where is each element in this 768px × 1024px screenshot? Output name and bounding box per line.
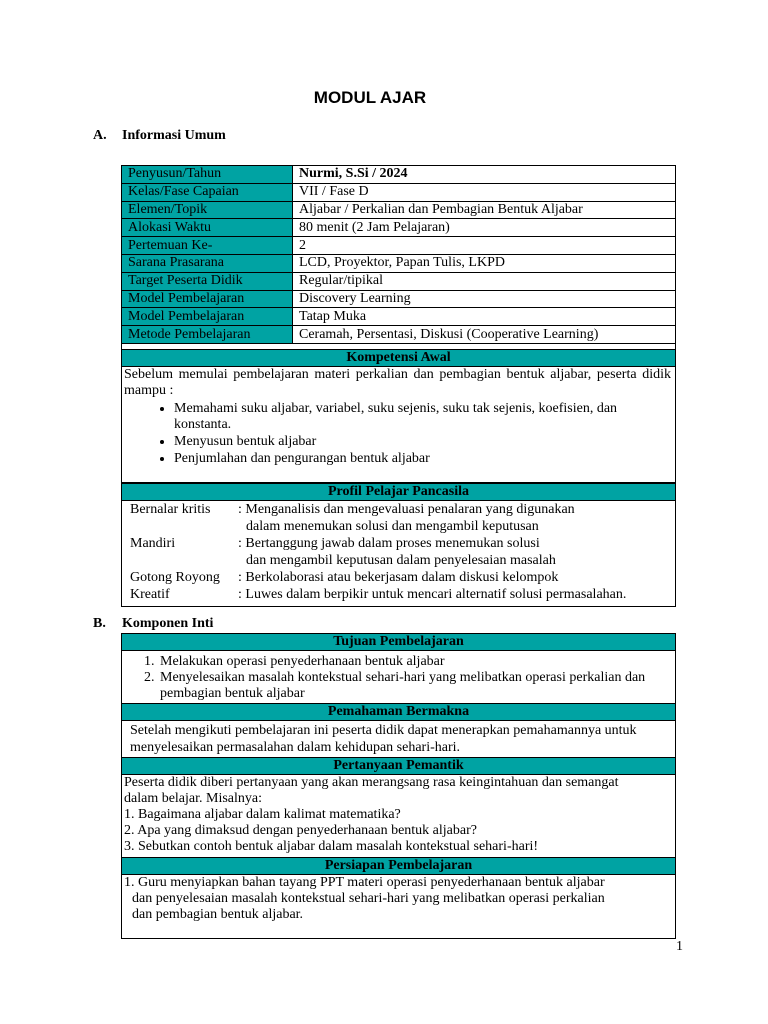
list-item: 2. Menyelesaikan masalah kontekstual sehari-hari yang melibatkan operasi perkalian dan pembagian bentuk aljabar bbox=[158, 670, 675, 702]
section-a-number: A. bbox=[93, 128, 107, 143]
info-value: Nurmi, S.Si / 2024 bbox=[293, 166, 676, 184]
pertanyaan-intro: Peserta didik diberi pertanyaan yang akan merangsang rasa keingintahuan dan semangat bbox=[124, 775, 619, 790]
table-row bbox=[122, 237, 676, 255]
section-b-number: B. bbox=[93, 616, 106, 631]
profil-pelajar-section bbox=[121, 483, 676, 607]
pertanyaan-pemantik-heading: Pertanyaan Pemantik bbox=[121, 757, 676, 775]
profil-key: Mandiri bbox=[130, 536, 176, 551]
table-row bbox=[122, 183, 676, 201]
info-label: Model Pembelajaran bbox=[122, 290, 293, 308]
profil-value: : Bertanggung jawab dalam proses menemukan solusi bbox=[238, 536, 540, 551]
list-item: • Penjumlahan dan pengurangan bentuk aljabar bbox=[174, 451, 675, 468]
profil-value: : Luwes dalam berpikir untuk mencari alternatif solusi permasalahan. bbox=[238, 587, 627, 602]
profil-key: Gotong Royong bbox=[130, 570, 220, 585]
pemahaman-bermakna-text: Setelah mengikuti pembelajaran ini peserta didik dapat menerapkan pemahamannya untuk menyelesaikan permasalahan dalam kehidupan sehari-hari. bbox=[130, 723, 637, 755]
table-row bbox=[122, 272, 676, 290]
persiapan-pembelajaran-body bbox=[122, 875, 675, 923]
kompetensi-awal-heading: Kompetensi Awal bbox=[121, 349, 676, 367]
table-row bbox=[122, 219, 676, 237]
info-label: Penyusun/Tahun bbox=[122, 166, 293, 184]
document-title: MODUL AJAR bbox=[313, 88, 427, 107]
pertanyaan-pemantik-body bbox=[122, 775, 675, 855]
persiapan-pembelajaran-heading: Persiapan Pembelajaran bbox=[121, 857, 676, 875]
info-value: Regular/tipikal bbox=[293, 272, 676, 290]
persiapan-item: 1. Guru menyiapkan bahan tayang PPT materi operasi penyederhanaan bentuk aljabar bbox=[124, 875, 605, 890]
profil-value: : Berkolaborasi atau bekerjasam dalam diskusi kelompok bbox=[238, 570, 559, 585]
section-a-label: Informasi Umum bbox=[122, 128, 226, 143]
info-value: 2 bbox=[293, 237, 676, 255]
info-label: Model Pembelajaran bbox=[122, 308, 293, 326]
info-value: LCD, Proyektor, Papan Tulis, LKPD bbox=[293, 254, 676, 272]
persiapan-item-continued: dan penyelesaian masalah kontekstual sehari-hari yang melibatkan operasi perkalian bbox=[132, 891, 605, 906]
tujuan-list bbox=[122, 654, 675, 702]
info-value: Ceramah, Persentasi, Diskusi (Cooperative Learning) bbox=[293, 326, 676, 344]
info-label: Sarana Prasarana bbox=[122, 254, 293, 272]
table-row bbox=[122, 201, 676, 219]
table-row bbox=[122, 290, 676, 308]
persiapan-item-continued: dan pembagian bentuk aljabar. bbox=[132, 907, 304, 922]
profil-row bbox=[130, 569, 675, 586]
kompetensi-awal-list bbox=[122, 401, 675, 468]
info-label: Alokasi Waktu bbox=[122, 219, 293, 237]
info-label: Kelas/Fase Capaian bbox=[122, 183, 293, 201]
pertanyaan-item: 1. Bagaimana aljabar dalam kalimat matematika? bbox=[124, 807, 401, 822]
profil-value: : Menganalisis dan mengevaluasi penalaran yang digunakan bbox=[238, 502, 575, 517]
pertanyaan-intro-continued: dalam belajar. Misalnya: bbox=[124, 791, 263, 806]
pertanyaan-item: 3. Sebutkan contoh bentuk aljabar dalam masalah kontekstual sehari-hari! bbox=[124, 839, 539, 854]
info-value: VII / Fase D bbox=[293, 183, 676, 201]
info-label: Elemen/Topik bbox=[122, 201, 293, 219]
pertanyaan-item: 2. Apa yang dimaksud dengan penyederhanaan bentuk aljabar? bbox=[124, 823, 477, 838]
profil-key: Kreatif bbox=[130, 587, 170, 602]
section-b-label: Komponen Inti bbox=[122, 616, 214, 631]
list-item: • Memahami suku aljabar, variabel, suku sejenis, suku tak sejenis, koefisien, dan konstanta. bbox=[174, 401, 675, 434]
table-row bbox=[122, 254, 676, 272]
profil-row bbox=[130, 535, 675, 552]
profil-row bbox=[130, 586, 675, 603]
info-value: Aljabar / Perkalian dan Pembagian Bentuk Aljabar bbox=[293, 201, 676, 219]
list-item: • Menyusun bentuk aljabar bbox=[174, 434, 675, 451]
info-label: Target Peserta Didik bbox=[122, 272, 293, 290]
info-label: Metode Pembelajaran bbox=[122, 326, 293, 344]
info-value: Discovery Learning bbox=[293, 290, 676, 308]
table-row bbox=[122, 166, 676, 184]
profil-row bbox=[130, 501, 675, 518]
pemahaman-bermakna-heading: Pemahaman Bermakna bbox=[121, 703, 676, 721]
profil-value-continued: dalam menemukan solusi dan mengambil keputusan bbox=[246, 519, 539, 534]
info-table bbox=[121, 165, 676, 361]
profil-value-continued: dan mengambil keputusan dalam penyelesaian masalah bbox=[246, 553, 556, 568]
list-item: 1. Melakukan operasi penyederhanaan bentuk aljabar bbox=[158, 654, 675, 670]
info-label: Pertemuan Ke- bbox=[122, 237, 293, 255]
kompetensi-awal-intro: Sebelum memulai pembelajaran materi perkalian dan pembagian bentuk aljabar, peserta didik mampu : bbox=[124, 367, 671, 398]
tujuan-pembelajaran-heading: Tujuan Pembelajaran bbox=[121, 633, 676, 651]
table-row bbox=[122, 326, 676, 344]
section-a-heading bbox=[93, 128, 226, 144]
info-value: Tatap Muka bbox=[293, 308, 676, 326]
profil-key: Bernalar kritis bbox=[130, 502, 211, 517]
kompetensi-awal-section bbox=[121, 349, 676, 483]
info-value: 80 menit (2 Jam Pelajaran) bbox=[293, 219, 676, 237]
komponen-inti-section bbox=[121, 633, 676, 939]
profil-pelajar-heading: Profil Pelajar Pancasila bbox=[121, 483, 676, 501]
section-b-heading bbox=[93, 616, 213, 632]
table-row bbox=[122, 308, 676, 326]
page-number: 1 bbox=[676, 939, 683, 954]
